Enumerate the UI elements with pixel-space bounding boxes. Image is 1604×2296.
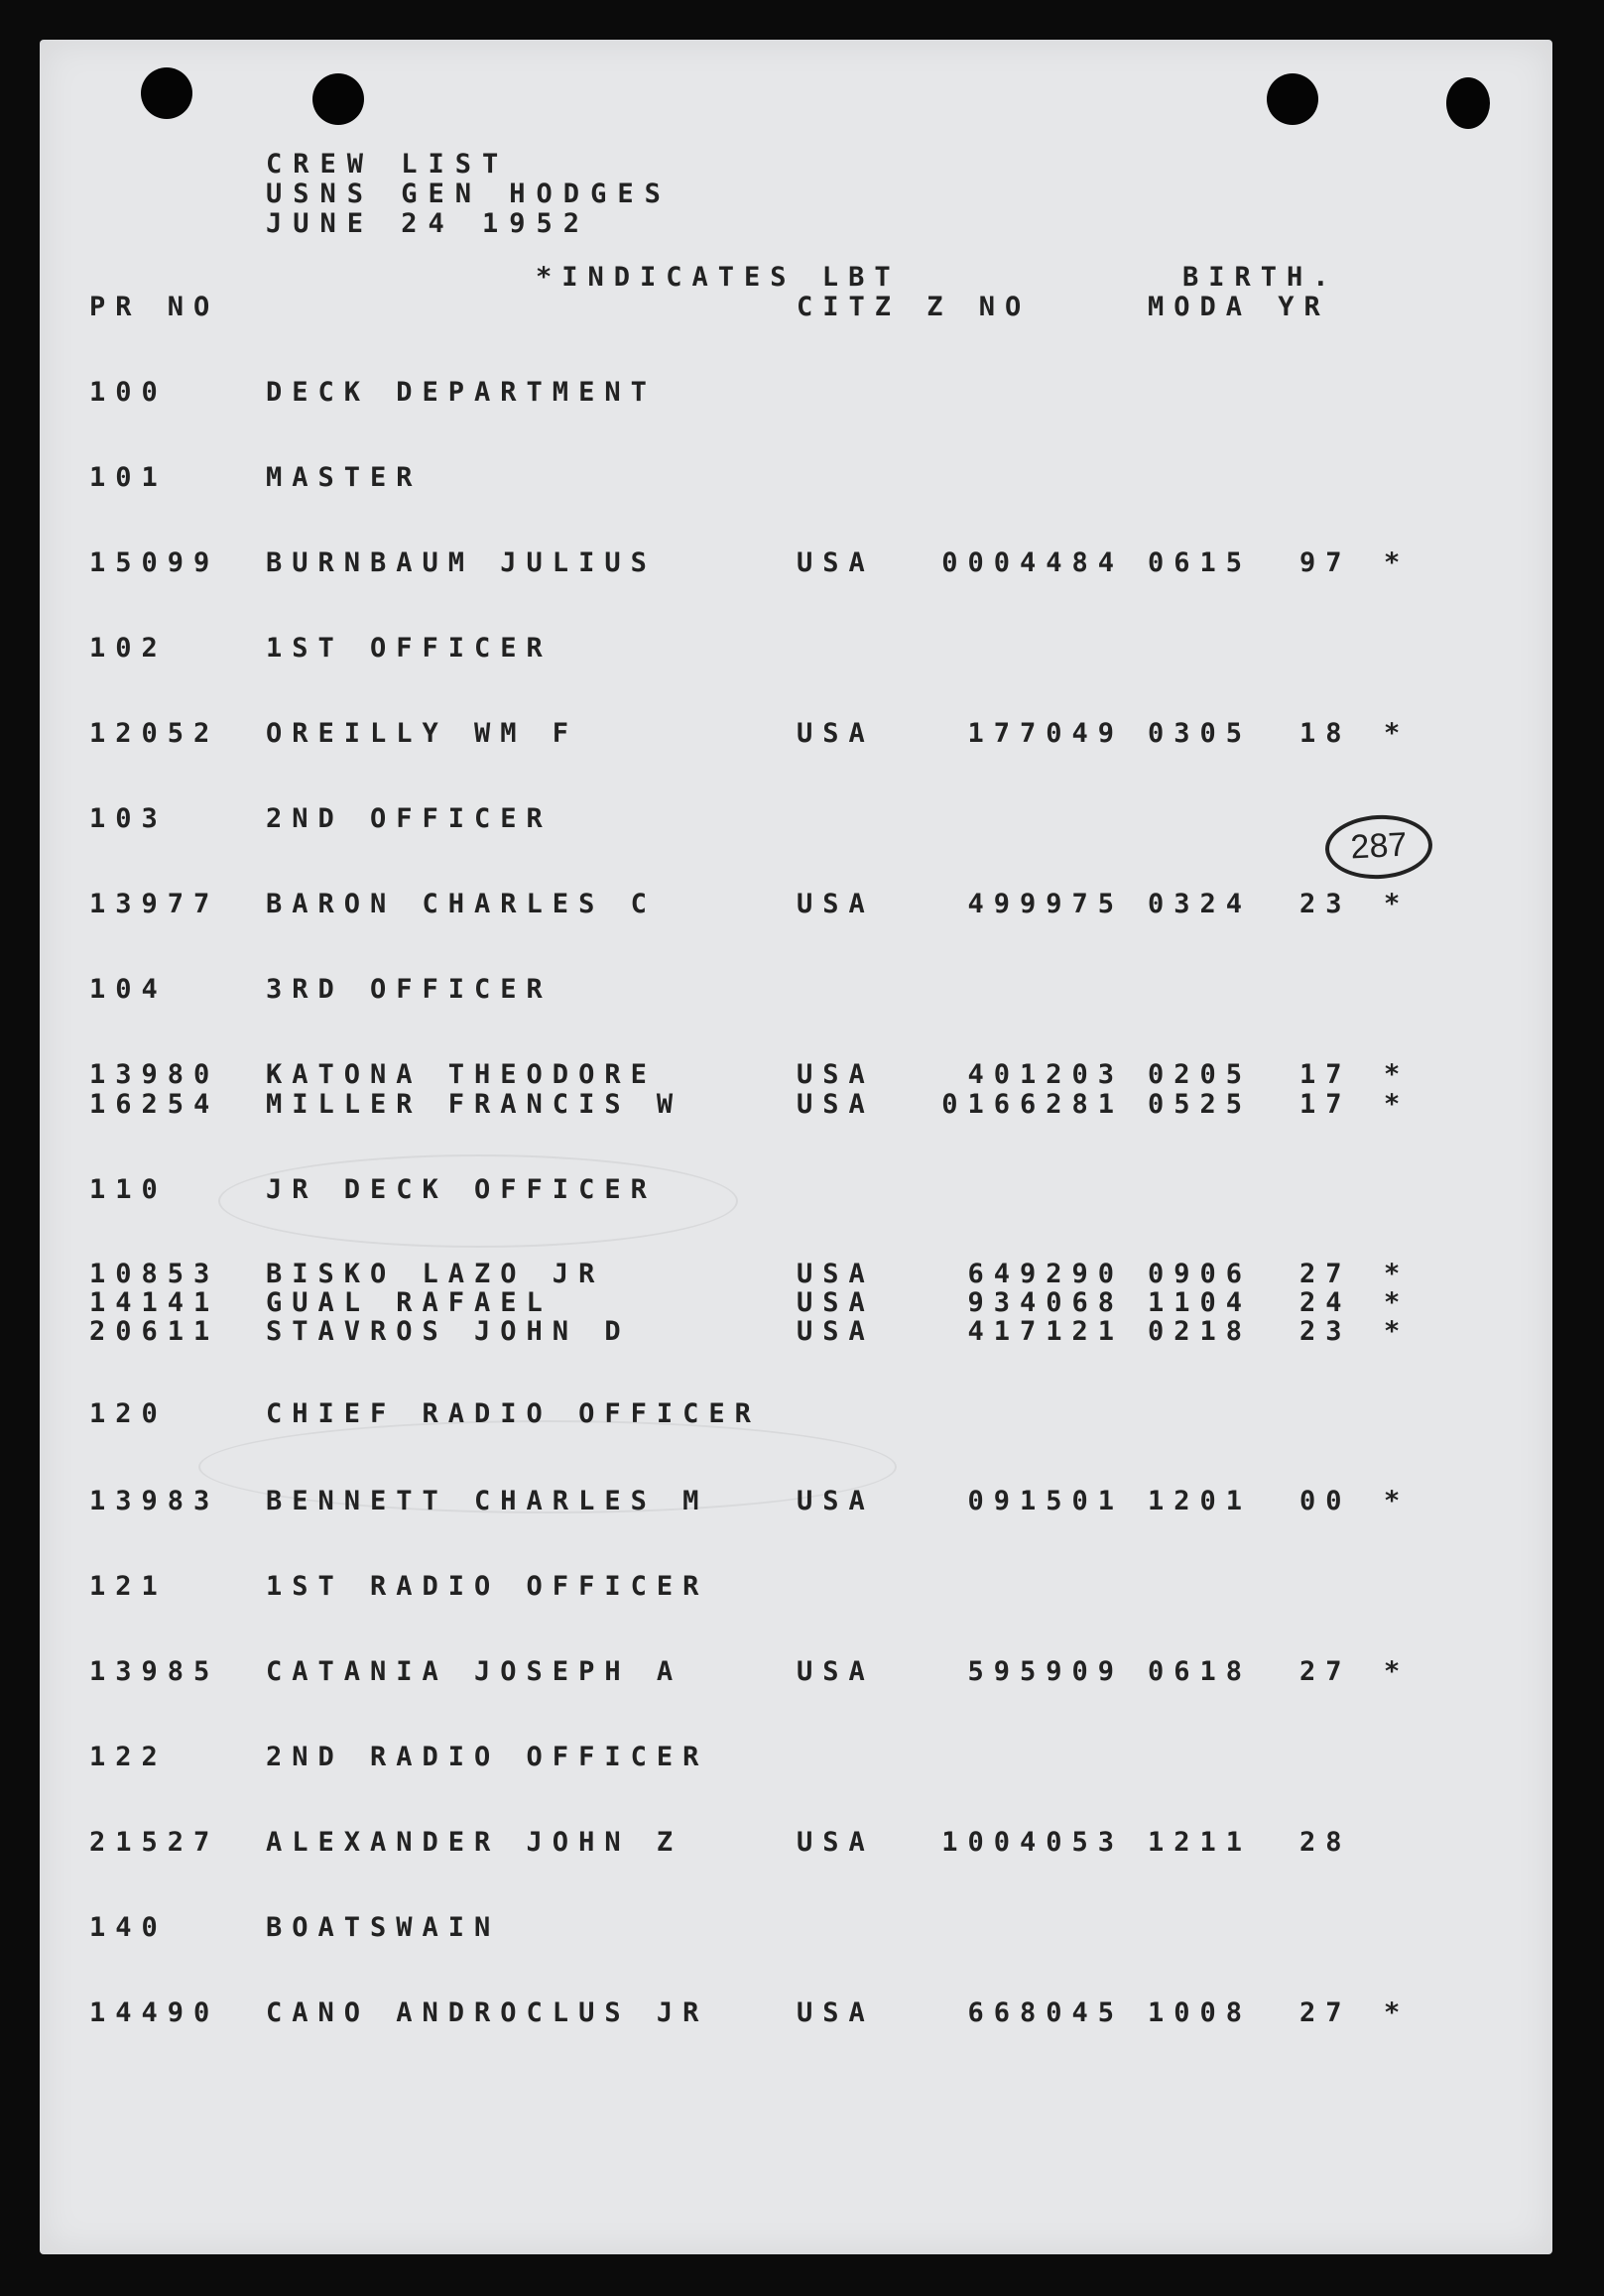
section-title: CHIEF RADIO OFFICER	[266, 1398, 761, 1429]
citizenship: USA	[797, 1259, 875, 1289]
z-number: 499975	[967, 889, 1124, 919]
section-title: DECK DEPARTMENT	[266, 377, 657, 408]
birth-moda: 0906	[1148, 1259, 1253, 1289]
pr-number: 120	[89, 1398, 168, 1429]
crew-name: MILLER FRANCIS W	[266, 1089, 683, 1120]
birth-moda: 0525	[1148, 1089, 1253, 1120]
birth-moda: 0205	[1148, 1059, 1253, 1090]
z-number: 177049	[967, 718, 1124, 749]
birth-year: 24	[1299, 1287, 1352, 1318]
pr-number: 100	[89, 377, 168, 408]
citizenship: USA	[797, 1486, 875, 1516]
punch-hole	[1267, 73, 1318, 125]
pr-number: 15099	[89, 547, 220, 578]
title-crew-list: CREW LIST	[266, 149, 510, 180]
section-title: JR DECK OFFICER	[266, 1174, 657, 1205]
z-number: 934068	[967, 1287, 1124, 1318]
pr-number: 121	[89, 1571, 168, 1602]
birth-year: 18	[1299, 718, 1352, 749]
crew-name: GUAL RAFAEL	[266, 1287, 553, 1318]
birth-moda: 0218	[1148, 1316, 1253, 1347]
birth-year: 00	[1299, 1486, 1352, 1516]
citizenship: USA	[797, 1089, 875, 1120]
birth-year: 27	[1299, 1259, 1352, 1289]
pr-number: 122	[89, 1742, 168, 1772]
punch-hole	[312, 73, 364, 125]
z-number: 595909	[967, 1656, 1124, 1687]
pr-number: 110	[89, 1174, 168, 1205]
header-moda-yr: MODA YR	[1148, 292, 1330, 322]
section-title: BOATSWAIN	[266, 1912, 501, 1943]
birth-year: 27	[1299, 1997, 1352, 2028]
birth-year: 17	[1299, 1089, 1352, 1120]
z-number: 401203	[967, 1059, 1124, 1090]
pr-number: 13980	[89, 1059, 220, 1090]
pr-number: 14141	[89, 1287, 220, 1318]
lbt-marker: *	[1384, 1059, 1411, 1090]
section-title: 3RD OFFICER	[266, 974, 553, 1005]
pr-number: 14490	[89, 1997, 220, 2028]
section-title: 1ST OFFICER	[266, 633, 553, 664]
crew-name: KATONA THEODORE	[266, 1059, 657, 1090]
pr-number: 102	[89, 633, 168, 664]
legend-lbt: *INDICATES LBT	[536, 262, 901, 293]
title-ship-name: USNS GEN HODGES	[266, 179, 672, 209]
birth-year: 27	[1299, 1656, 1352, 1687]
crew-name: BURNBAUM JULIUS	[266, 547, 657, 578]
lbt-marker: *	[1384, 1486, 1411, 1516]
citizenship: USA	[797, 1656, 875, 1687]
header-pr-no: PR NO	[89, 292, 220, 322]
document-page	[40, 40, 1552, 2254]
pr-number: 13977	[89, 889, 220, 919]
punch-hole	[1446, 77, 1490, 129]
lbt-marker: *	[1384, 889, 1411, 919]
pr-number: 103	[89, 803, 168, 834]
birth-moda: 1104	[1148, 1287, 1253, 1318]
pr-number: 10853	[89, 1259, 220, 1289]
crew-name: OREILLY WM F	[266, 718, 579, 749]
birth-year: 23	[1299, 889, 1352, 919]
header-birth: BIRTH.	[1182, 262, 1339, 293]
z-number: 668045	[967, 1997, 1124, 2028]
crew-name: BARON CHARLES C	[266, 889, 657, 919]
citizenship: USA	[797, 1997, 875, 2028]
pr-number: 20611	[89, 1316, 220, 1347]
birth-moda: 0618	[1148, 1656, 1253, 1687]
lbt-marker: *	[1384, 1316, 1411, 1347]
birth-moda: 1008	[1148, 1997, 1253, 2028]
handwritten-page-number: 287	[1323, 812, 1433, 882]
citizenship: USA	[797, 1827, 875, 1858]
birth-year: 97	[1299, 547, 1352, 578]
lbt-marker: *	[1384, 718, 1411, 749]
title-date: JUNE 24 1952	[266, 208, 591, 239]
lbt-marker: *	[1384, 1089, 1411, 1120]
crew-name: BENNETT CHARLES M	[266, 1486, 709, 1516]
citizenship: USA	[797, 1059, 875, 1090]
crew-name: ALEXANDER JOHN Z	[266, 1827, 683, 1858]
crew-name: STAVROS JOHN D	[266, 1316, 631, 1347]
lbt-marker: *	[1384, 1656, 1411, 1687]
birth-year: 17	[1299, 1059, 1352, 1090]
birth-moda: 1201	[1148, 1486, 1253, 1516]
crew-name: CATANIA JOSEPH A	[266, 1656, 683, 1687]
z-number: 091501	[967, 1486, 1124, 1516]
section-title: 2ND OFFICER	[266, 803, 553, 834]
lbt-marker: *	[1384, 1259, 1411, 1289]
citizenship: USA	[797, 1316, 875, 1347]
z-number: 417121	[967, 1316, 1124, 1347]
birth-moda: 0305	[1148, 718, 1253, 749]
section-title: MASTER	[266, 462, 423, 493]
citizenship: USA	[797, 718, 875, 749]
birth-year: 23	[1299, 1316, 1352, 1347]
birth-moda: 0324	[1148, 889, 1253, 919]
birth-year: 28	[1299, 1827, 1352, 1858]
section-title: 1ST RADIO OFFICER	[266, 1571, 709, 1602]
z-number: 649290	[967, 1259, 1124, 1289]
birth-moda: 1211	[1148, 1827, 1253, 1858]
citizenship: USA	[797, 547, 875, 578]
pr-number: 12052	[89, 718, 220, 749]
z-number: 0166281	[941, 1089, 1124, 1120]
citizenship: USA	[797, 1287, 875, 1318]
pr-number: 101	[89, 462, 168, 493]
header-citz-z-no: CITZ Z NO	[797, 292, 1032, 322]
pr-number: 21527	[89, 1827, 220, 1858]
lbt-marker: *	[1384, 547, 1411, 578]
pr-number: 13985	[89, 1656, 220, 1687]
lbt-marker: *	[1384, 1287, 1411, 1318]
crew-name: CANO ANDROCLUS JR	[266, 1997, 709, 2028]
birth-moda: 0615	[1148, 547, 1253, 578]
pr-number: 13983	[89, 1486, 220, 1516]
pr-number: 140	[89, 1912, 168, 1943]
citizenship: USA	[797, 889, 875, 919]
section-title: 2ND RADIO OFFICER	[266, 1742, 709, 1772]
crew-name: BISKO LAZO JR	[266, 1259, 605, 1289]
lbt-marker: *	[1384, 1997, 1411, 2028]
punch-hole	[141, 67, 192, 119]
pr-number: 104	[89, 974, 168, 1005]
z-number: 1004053	[941, 1827, 1124, 1858]
pr-number: 16254	[89, 1089, 220, 1120]
z-number: 0004484	[941, 547, 1124, 578]
